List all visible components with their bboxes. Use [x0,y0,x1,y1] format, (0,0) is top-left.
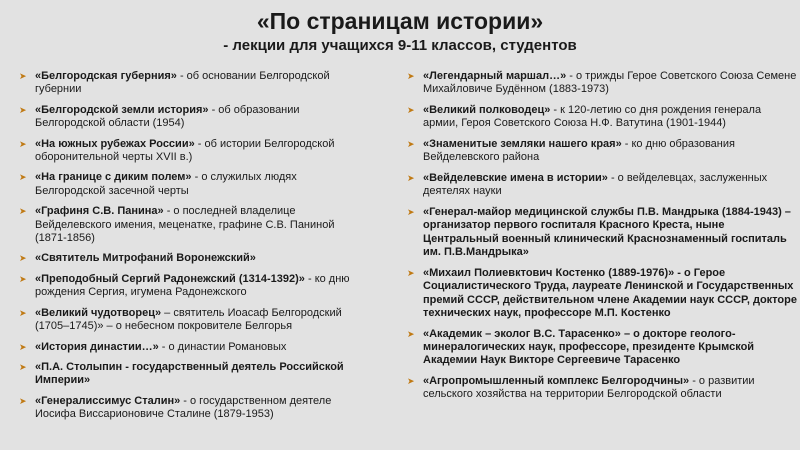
lecture-title: «Вейделевские имена в истории» [423,172,608,184]
lecture-title: «Генералиссимус Сталин» [35,394,181,407]
lecture-description: - о трижды Герое Советского Союза Семене Михайловиче Будённом (1883-1973) [423,70,797,96]
list-item [406,375,798,402]
lecture-description: - ко дню рождения Сергия, игумена Радонежского [35,272,350,299]
lecture-title: «Михаил Полиевктович Костенко (1889-1976)» - о Герое Социалистического Труда, лауреате Ленинской и Государственных премий СССР, действительном члене Академии наук СССР, докторе технических наук, профессоре М.П. Костенко [423,266,797,320]
arrow-bullet-icon: ➤ [407,207,415,217]
arrow-bullet-icon: ➤ [19,307,27,318]
arrow-bullet-icon: ➤ [407,139,415,149]
list-item [18,307,368,334]
list-item [18,341,368,354]
arrow-bullet-icon: ➤ [407,173,415,183]
lecture-description: - к 120-летию со дня рождения генерала армии, Героя Советского Союза Н.Ф. Ватутина (1901-1944) [423,104,762,130]
list-item [18,171,368,198]
arrow-bullet-icon: ➤ [407,267,415,278]
lecture-title: «Великий чудотворец» [35,306,162,319]
lecture-title: «Святитель Митрофаний Воронежский» [35,252,256,265]
lecture-description: - о вейделевцах, заслуженных деятелях науки [423,172,768,198]
list-item [18,104,368,131]
arrow-bullet-icon: ➤ [19,395,27,406]
lecture-title: «История династии…» [35,340,159,353]
lecture-title: «Графиня С.В. Панина» [35,205,164,218]
lecture-description: - о династии Романовых [158,340,287,353]
list-item [18,395,368,422]
lecture-title: «Белгородской земли история» [35,103,209,116]
arrow-bullet-icon: ➤ [19,273,27,284]
lecture-description: - о развитии сельского хозяйства на территории Белгородской области [423,375,755,401]
arrow-bullet-icon: ➤ [19,104,27,115]
arrow-bullet-icon: ➤ [19,206,27,217]
list-item [18,361,368,388]
lecture-description: - о государственном деятеле Иосифа Виссарионовиче Сталине (1879-1953) [35,394,332,421]
list-item [406,138,798,165]
lecture-title: «Агропромышленный комплекс Белгородчины» [423,375,690,388]
lecture-title: «Знаменитые земляки нашего края» [423,138,622,150]
lecture-title: «Белгородская губерния» [35,70,177,82]
lecture-description: - об истории Белгородской оборонительной черты XVII в.) [35,137,335,164]
lecture-description: - о последней владелице Вейделевского имения, меценатке, графине С.В. Паниной (1871-1856) [35,205,335,245]
lecture-description: - об основании Белгородской губернии [35,70,330,96]
arrow-bullet-icon: ➤ [407,105,415,115]
lecture-title: «Великий полководец» [423,104,551,116]
list-item [406,172,798,199]
arrow-bullet-icon: ➤ [407,376,415,387]
arrow-bullet-icon: ➤ [407,328,415,339]
lecture-description: - ко дню образования Вейделевского района [423,138,735,164]
list-item [18,205,368,245]
list-item [406,267,798,321]
arrow-bullet-icon: ➤ [19,172,27,183]
list-item [406,70,798,97]
page-subtitle: - лекции для учащихся 9-11 классов, студентов [223,37,577,54]
arrow-bullet-icon: ➤ [19,361,27,372]
lecture-title: «Преподобный Сергий Радонежский (1314-1392)» [35,272,305,285]
list-item [18,252,368,265]
lecture-title: «П.А. Столыпин - государственный деятель Российской Империи» [35,360,344,387]
list-item [406,328,798,368]
list-item [18,70,368,97]
lecture-description: - об образовании Белгородской области (1954) [35,103,300,130]
list-item [18,273,368,300]
arrow-bullet-icon: ➤ [19,253,27,264]
lecture-title: «Легендарный маршал…» [423,70,567,82]
right-lecture-list [406,70,798,409]
lecture-title: «На южных рубежах России» [35,137,195,150]
lecture-description: - о служилых людях Белгородской засечной черты [35,171,297,197]
lecture-description: – святитель Иоасаф Белгородский (1705–1745)» – о небесном покровителе Белгорья [35,306,342,333]
list-item [406,206,798,260]
lecture-title: «Генерал-майор медицинской службы П.В. Мандрыка (1884-1943) – организатор первого госпиталя Красного Креста, ныне Центральный военный клинический Краснознаменный госпиталь им. П.В.Мандрыка» [423,206,791,259]
arrow-bullet-icon: ➤ [19,71,27,81]
left-lecture-list [18,70,368,429]
list-item [18,138,368,165]
lecture-title: «Академик – эколог В.С. Тарасенко» – о докторе геолого-минералогических наук, профессоре, президенте Крымской Академии Наук Викторе Сергеевиче Тарасенко [423,327,755,367]
arrow-bullet-icon: ➤ [19,341,27,352]
list-item [406,104,798,131]
page-title: «По страницам истории» [256,8,544,34]
lecture-title: «На границе с диким полем» [35,171,192,184]
arrow-bullet-icon: ➤ [407,71,415,81]
arrow-bullet-icon: ➤ [19,138,27,149]
